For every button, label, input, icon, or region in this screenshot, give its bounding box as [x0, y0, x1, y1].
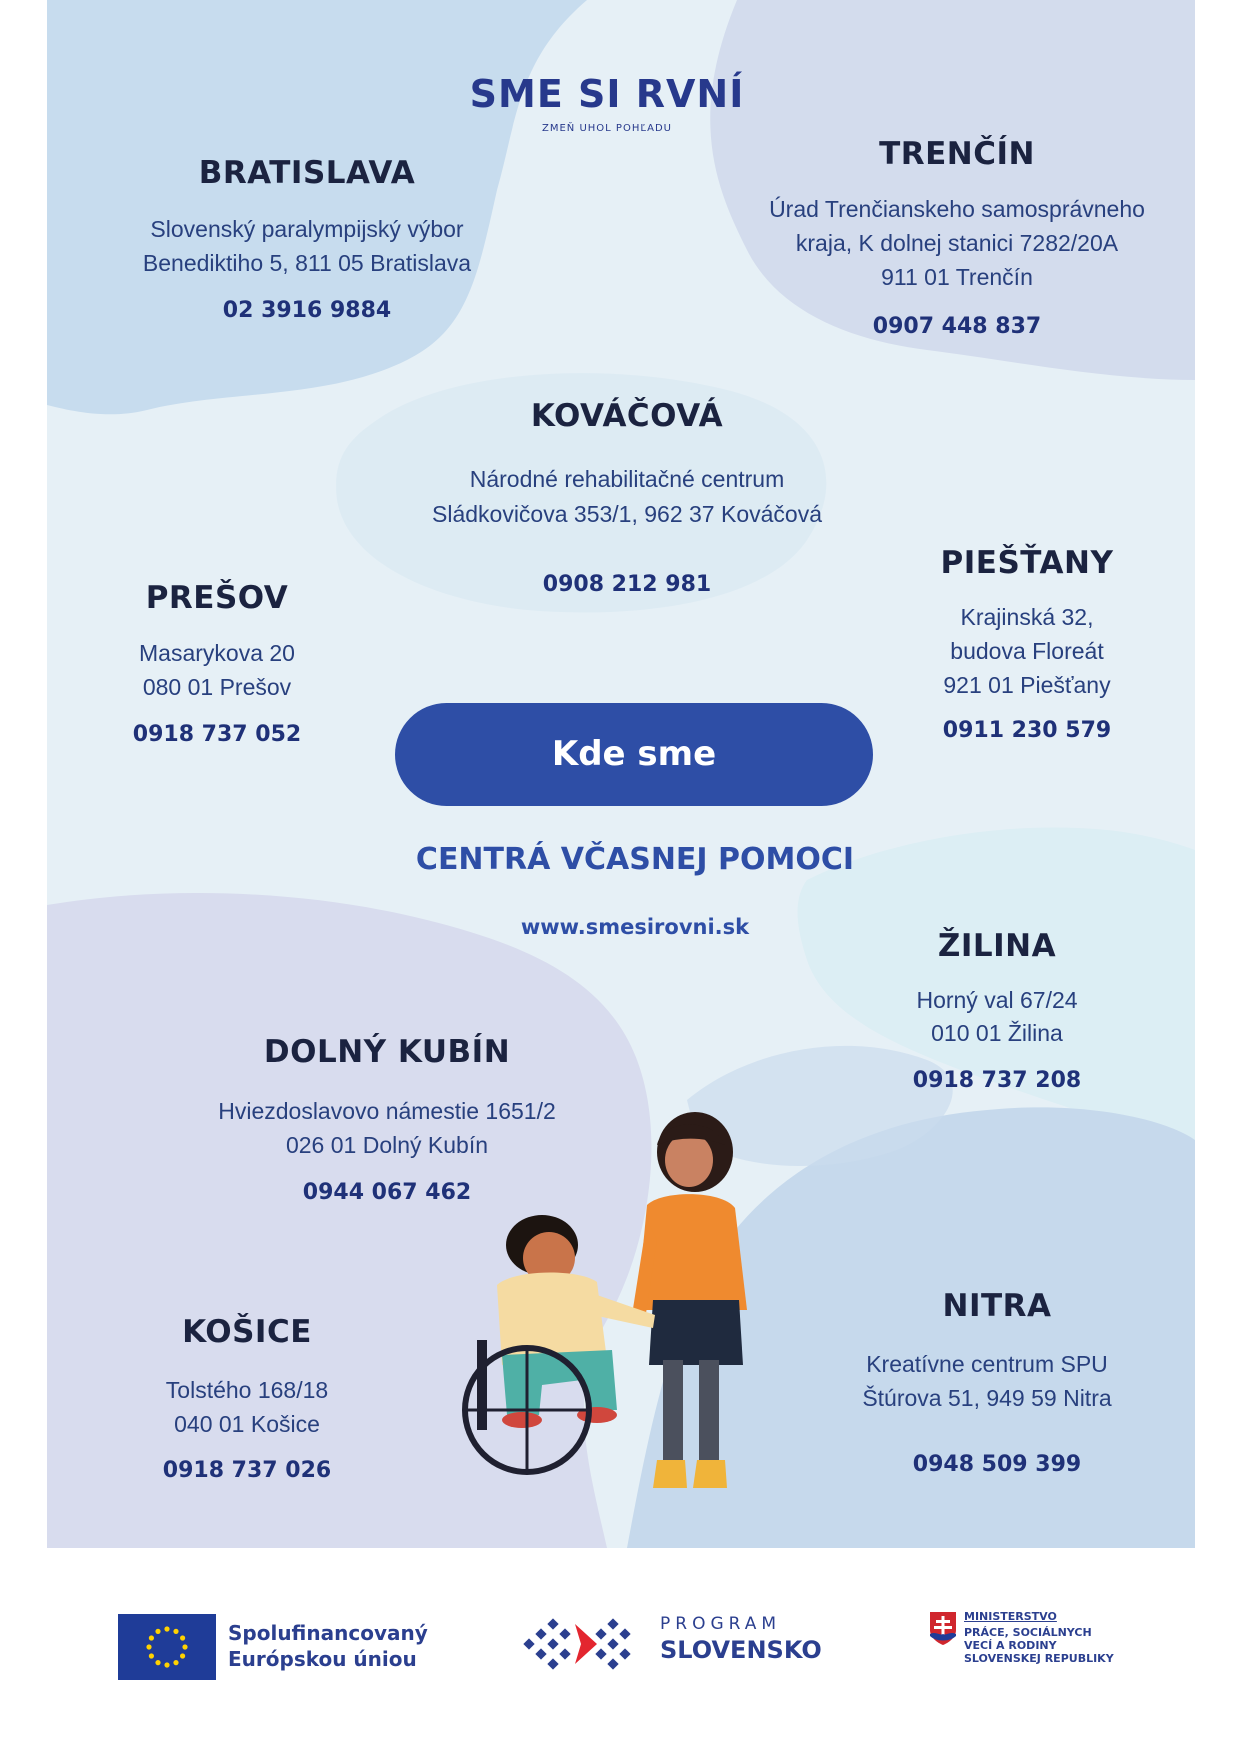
phone-piestany: 0911 230 579 — [942, 718, 1112, 743]
program-text-line1: PROGRAM — [660, 1614, 782, 1634]
phone-nitra: 0948 509 399 — [912, 1452, 1082, 1477]
address-piestany-line3: 921 01 Piešťany — [943, 672, 1111, 698]
address-kovacova-line2: Sládkovičova 353/1, 962 37 Kováčová — [432, 501, 822, 527]
website-link[interactable]: www.smesirovni.sk — [520, 915, 750, 939]
city-kosice: KOŠICE — [182, 1314, 312, 1350]
address-piestany-line1: Krajinská 32, — [960, 604, 1094, 630]
city-presov: PREŠOV — [145, 580, 289, 616]
address-zilina-line1: Horný val 67/24 — [916, 987, 1078, 1013]
eu-flag-icon — [118, 1614, 216, 1680]
city-dolnykubin: DOLNÝ KUBÍN — [263, 1034, 511, 1070]
logo-subtitle: ZMEŇ UHOL POHĽADU — [542, 123, 672, 134]
eu-text-line1: Spolufinancovaný — [228, 1621, 428, 1645]
phone-dolnykubin: 0944 067 462 — [302, 1180, 472, 1205]
kde-sme-button[interactable] — [395, 703, 873, 806]
people-illustration — [457, 1110, 777, 1510]
phone-presov: 0918 737 052 — [132, 722, 302, 747]
phone-zilina: 0918 737 208 — [912, 1068, 1082, 1093]
program-slovensko-logo-icon — [515, 1610, 645, 1680]
city-nitra: NITRA — [942, 1288, 1052, 1324]
phone-kosice: 0918 737 026 — [162, 1458, 332, 1483]
ministry-line1: MINISTERSTVO — [964, 1610, 1057, 1623]
city-kovacova: KOVÁČOVÁ — [530, 398, 724, 434]
address-kosice-line1: Tolstého 168/18 — [165, 1377, 329, 1403]
city-trencin: TRENČÍN — [879, 136, 1035, 172]
address-trencin-line2: kraja, K dolnej stanici 7282/20A — [795, 230, 1119, 256]
address-trencin-line3: 911 01 Trenčín — [881, 264, 1033, 290]
eu-text-line2: Európskou úniou — [228, 1647, 417, 1671]
address-presov-line2: 080 01 Prešov — [142, 674, 292, 700]
footer — [0, 1548, 1240, 1755]
address-bratislava-line2: Benediktiho 5, 811 05 Bratislava — [142, 250, 472, 276]
kde-sme-label: Kde sme — [551, 734, 717, 774]
address-piestany-line2: budova Floreát — [950, 638, 1104, 664]
ministry-line4: SLOVENSKEJ REPUBLIKY — [964, 1652, 1114, 1665]
city-zilina: ŽILINA — [937, 928, 1057, 964]
address-kovacova-line1: Národné rehabilitačné centrum — [469, 466, 785, 492]
address-presov-line1: Masarykova 20 — [139, 640, 295, 666]
phone-trencin: 0907 448 837 — [872, 314, 1042, 339]
slovak-coat-of-arms-icon — [928, 1610, 958, 1646]
logo-title: SME SI RVNÍ — [469, 72, 745, 116]
program-text-line2: SLOVENSKO — [660, 1636, 822, 1664]
city-piestany: PIEŠŤANY — [940, 545, 1114, 581]
address-kosice-line2: 040 01 Košice — [174, 1411, 320, 1437]
phone-bratislava: 02 3916 9884 — [222, 298, 392, 323]
address-bratislava-line1: Slovenský paralympijský výbor — [150, 216, 464, 242]
address-trencin-line1: Úrad Trenčianskeho samosprávneho — [769, 196, 1145, 222]
centra-heading: CENTRÁ VČASNEJ POMOCI — [415, 842, 855, 877]
phone-kovacova: 0908 212 981 — [542, 572, 712, 597]
address-nitra-line2: Štúrova 51, 949 59 Nitra — [862, 1385, 1112, 1411]
address-zilina-line2: 010 01 Žilina — [931, 1020, 1063, 1046]
ministry-line3: VECÍ A RODINY — [964, 1639, 1057, 1652]
poster — [47, 0, 1195, 1548]
address-dolnykubin-line2: 026 01 Dolný Kubín — [285, 1132, 489, 1158]
ministry-line2: PRÁCE, SOCIÁLNYCH — [964, 1626, 1092, 1639]
address-nitra-line1: Kreatívne centrum SPU — [866, 1351, 1108, 1377]
address-dolnykubin-line1: Hviezdoslavovo námestie 1651/2 — [218, 1098, 556, 1124]
city-bratislava: BRATISLAVA — [198, 155, 416, 191]
